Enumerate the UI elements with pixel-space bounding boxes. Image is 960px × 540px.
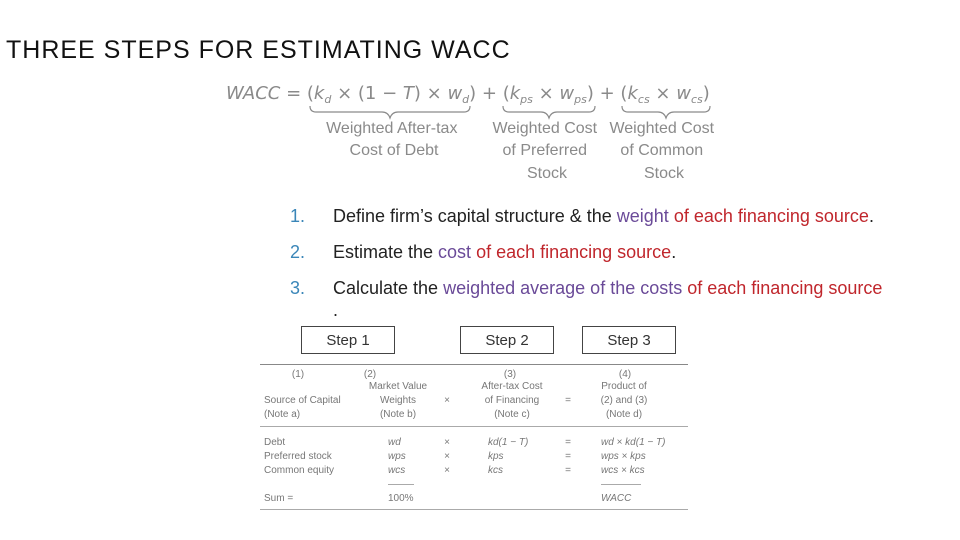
step-text: Calculate the weighted average of the costs of each financing source	[333, 278, 883, 298]
caption-preferred: Weighted Cost of Preferred Stock	[492, 120, 598, 182]
step-2-box: Step 2	[460, 326, 554, 354]
header-weights: Market Value Weights (Note b)	[368, 381, 428, 420]
step-text-tail: .	[333, 300, 339, 320]
equation-text: WACC = $(k_d \times (1 - T) \times w_d) + (k_{ps} \times w_{ps}) + (k_{cs} \times w_{cs})$	[226, 83, 710, 106]
step-text: Define firm’s capital structure & the weight of each financing source.	[333, 206, 874, 226]
sum-rule	[601, 484, 641, 485]
col-number: (2)	[363, 369, 377, 380]
header-times: ×	[444, 395, 450, 406]
step-number: 1.	[290, 206, 306, 226]
col-number: (1)	[291, 369, 305, 380]
header-product: Product of (2) and (3) (Note d)	[600, 381, 648, 420]
table-rule	[260, 509, 688, 510]
caption-debt: Weighted After-tax Cost of Debt	[326, 120, 458, 159]
caption-common: Weighted Cost of Common Stock	[609, 120, 715, 182]
list-item	[290, 234, 960, 270]
col-number: (3)	[503, 369, 517, 380]
step-number: 3.	[290, 278, 306, 298]
step-1-box: Step 1	[301, 326, 395, 354]
table-rule	[260, 364, 688, 365]
brace-preferred	[503, 106, 595, 118]
col-number: (4)	[618, 369, 632, 380]
list-item	[290, 198, 960, 234]
sum-rule	[388, 484, 414, 485]
step-3-box: Step 3	[582, 326, 676, 354]
brace-debt	[310, 106, 470, 118]
wacc-table: (1) (2) (3) (4) Source of Capital (Note a) Market Value Weights (Note b) × After-tax Cost of Financing (Note c) = Product of (2) and (3) (Note d) Debt wd × kd(1 − T) = wd × kd(1 − T) Preferred stock wps × kps = wps × kps Common equity wcs × kcs = wcs × kcs Sum = 100% WACC	[250, 362, 690, 512]
header-cost: After-tax Cost of Financing (Note c)	[481, 381, 543, 420]
step-text: Estimate the cost of each financing source.	[333, 242, 677, 262]
step-number: 2.	[290, 242, 306, 262]
slide-title: THREE STEPS FOR ESTIMATING WACC	[6, 36, 511, 64]
table-rule	[260, 426, 688, 427]
wacc-formula	[0, 0, 960, 200]
header-equals: =	[565, 395, 571, 406]
list-item	[290, 270, 960, 320]
brace-common	[622, 106, 710, 118]
header-source: Source of Capital (Note a)	[264, 395, 341, 420]
wacc-equation	[0, 0, 960, 200]
steps-list	[290, 198, 960, 320]
